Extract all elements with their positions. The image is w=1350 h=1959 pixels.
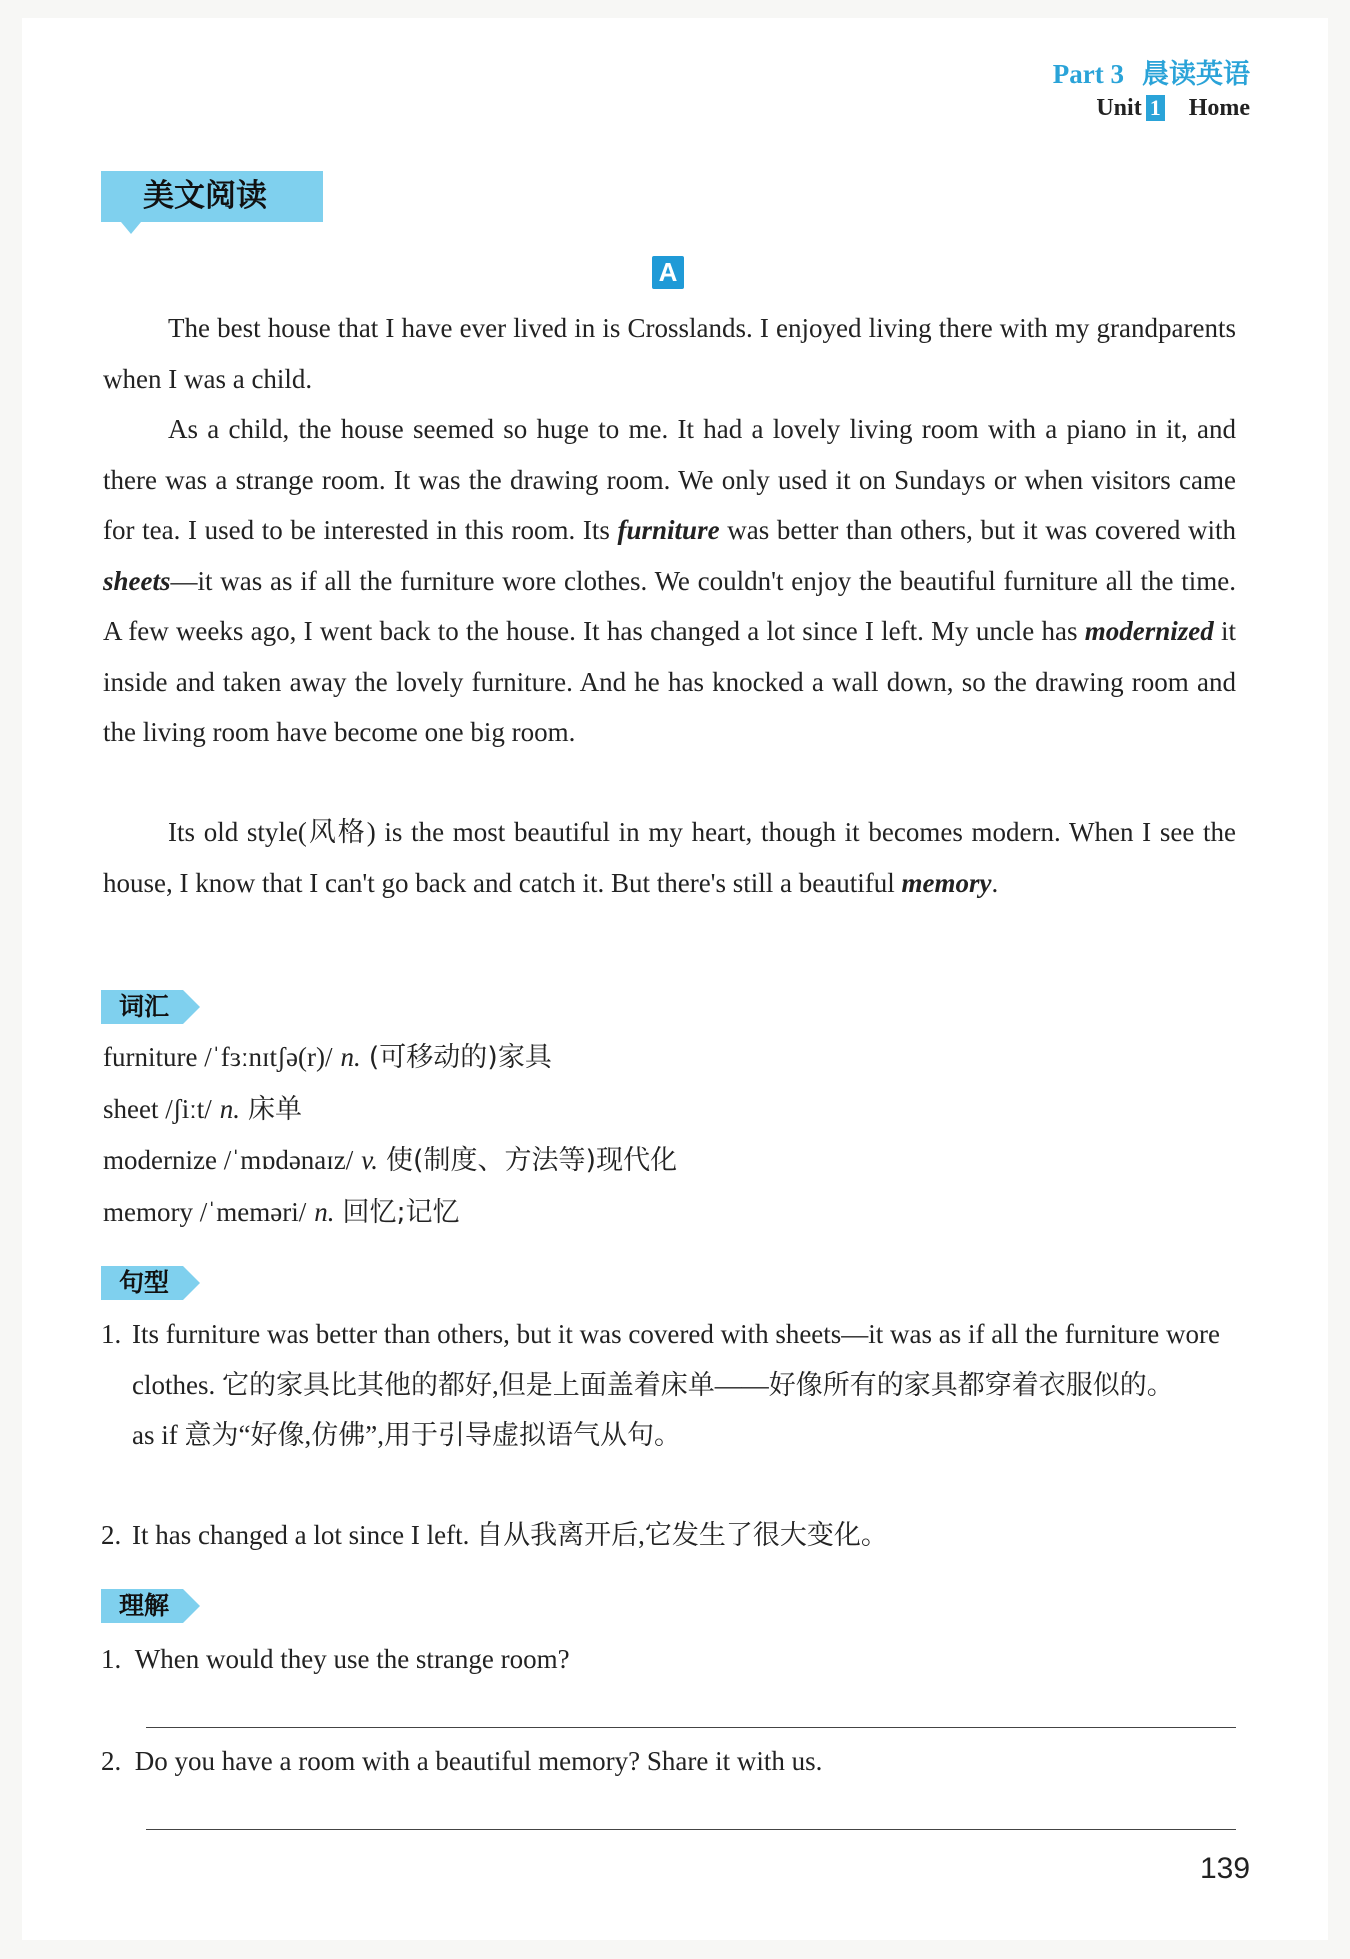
page-number: 139 <box>1200 1852 1251 1885</box>
unit-label: Unit <box>1096 95 1142 121</box>
vocab-item: furniture /ˈfɜːnɪtʃə(r)/ n. (可移动的)家具 <box>103 1042 552 1073</box>
unit-number-badge: 1 <box>1146 95 1165 121</box>
passage-paragraph-1: The best house that I have ever lived in is Crosslands. I enjoyed living there with my grandparents when I was a child. <box>103 313 1236 394</box>
sentence-note: as if 意为“好像,仿佛”,用于引导虚拟语气从句。 <box>132 1420 681 1450</box>
keyword-furniture: furniture <box>617 515 720 545</box>
part-label: Part 3 <box>1052 59 1124 89</box>
passage-label-badge: A <box>652 256 684 289</box>
answer-line-1[interactable] <box>146 1727 1236 1728</box>
keyword-memory: memory <box>901 867 992 898</box>
vocab-list <box>103 1032 677 1238</box>
keyword-modernized: modernized <box>1084 616 1214 646</box>
answer-line-2[interactable] <box>146 1829 1236 1830</box>
sentence-2 <box>101 1510 1236 1561</box>
comprehension-tag: 理解 <box>101 1589 183 1623</box>
sentence-1 <box>101 1309 1236 1461</box>
sentence-number: 1. <box>101 1319 122 1349</box>
passage-paragraph-3: Its old style(风格) is the most beautiful in my heart, though it becomes modern. When I see the house, I know that I can't go back and catch it. But there's still a beautiful memory. <box>103 817 1236 898</box>
sentence-tag: 句型 <box>101 1266 183 1300</box>
question-2: 2. Do you have a room with a beautiful memory? Share it with us. <box>101 1746 823 1776</box>
keyword-sheets: sheets <box>103 565 171 596</box>
sentence-number: 2. <box>101 1520 122 1550</box>
part-title-zh: 晨读英语 <box>1142 59 1250 90</box>
passage-paragraph-2: As a child, the house seemed so huge to me. It had a lovely living room with a piano in it, and there was a strange room. It was the drawing room. We only used it on Sundays or when visitors came for tea. I used to be interested in this room. Its furniture was better than others, but it was covered with sheets—it was as if all the furniture wore clothes. We couldn't enjoy the beautiful furniture all the time. A few weeks ago, I went back to the house. It has changed a lot since I left. My uncle has modernized it inside and taken away the lovely furniture. And he has knocked a wall down, so the drawing room and the living room have become one big room. <box>103 414 1237 747</box>
sentence-text: It has changed a lot since I left. 自从我离开后,它发生了很大变化。 <box>132 1520 888 1550</box>
vocab-item: sheet /ʃiːt/ n. 床单 <box>103 1093 302 1125</box>
vocab-tag: 词汇 <box>101 990 183 1024</box>
unit-header <box>1096 95 1250 122</box>
unit-title: Home <box>1188 95 1250 121</box>
question-1: 1. When would they use the strange room? <box>101 1644 570 1674</box>
part-header <box>1053 52 1250 91</box>
vocab-item: modernize /ˈmɒdənaɪz/ v. 使(制度、方法等)现代化 <box>103 1145 678 1176</box>
sentence-text: Its furniture was better than others, but it was covered with sheets—it was as if all the furniture wore clothes. 它的家具比其他的都好,但是上面盖着床单——好像所有的家具都穿着衣服似的。 <box>132 1319 1220 1400</box>
vocab-item: memory /ˈmeməri/ n. 回忆;记忆 <box>103 1196 460 1228</box>
section-banner: 美文阅读 <box>101 171 323 222</box>
